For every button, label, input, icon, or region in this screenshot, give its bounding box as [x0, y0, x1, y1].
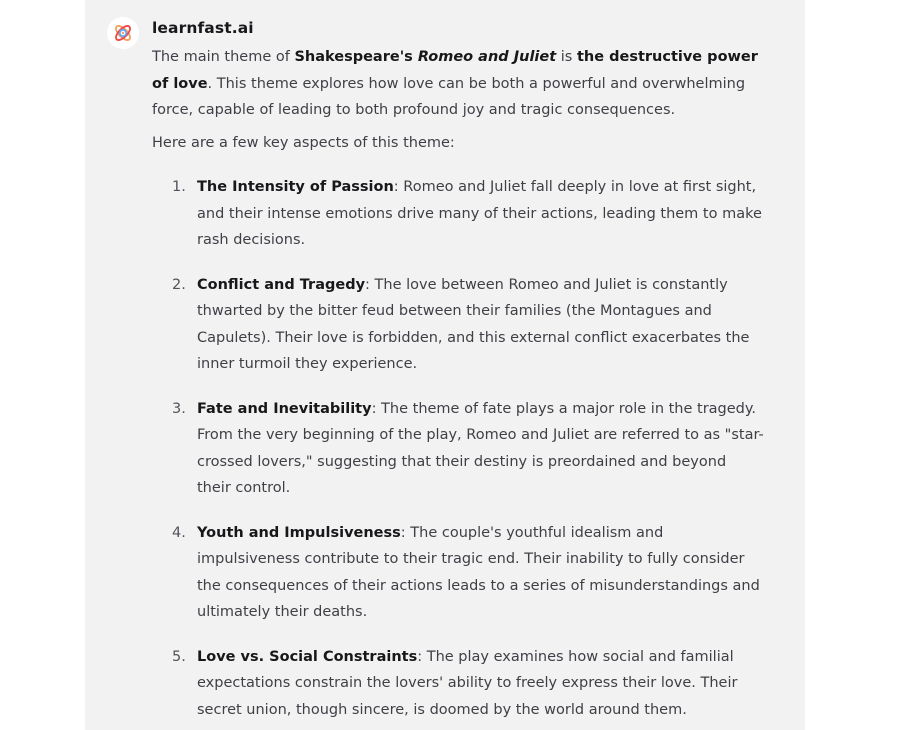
list-item: [152, 272, 764, 378]
list-item-text: : The love between Romeo and Juliet is constantly thwarted by the bitter feud between their families (the Montagues and Capulets). Their love is forbidden, and this external conflict exacerbates the inner turmoil they experience.: [197, 276, 750, 372]
intro-play-title: Romeo and Juliet: [417, 49, 557, 65]
list-item-text: : The couple's youthful idealism and impulsiveness contribute to their tragic end. Their inability to fully consider the consequences of their actions leads to a series of misunderstandings and ultimately their deaths.: [197, 524, 760, 620]
intro-paragraph: [152, 44, 764, 124]
intro-author: Shakespeare's: [294, 49, 418, 65]
list-item: [152, 520, 764, 626]
list-item-title: Youth and Impulsiveness: [197, 524, 401, 541]
list-item-title: The Intensity of Passion: [197, 179, 394, 195]
list-item-number: 5.: [172, 648, 186, 665]
list-item-number: 1.: [172, 179, 186, 195]
intro-text-1: The main theme of: [152, 49, 295, 65]
list-item-title: Love vs. Social Constraints: [197, 648, 418, 665]
list-item-number: 4.: [172, 524, 186, 541]
list-item-title: Fate and Inevitability: [197, 400, 372, 417]
list-item: [152, 644, 764, 724]
intro-main-theme: the destructive power of love: [152, 49, 758, 92]
list-item-text: : The theme of fate plays a major role in the tragedy. From the very beginning of the play, Romeo and Juliet are referred to as "star-crossed lovers," suggesting that their destiny is preordained and beyond their control.: [197, 400, 764, 496]
chat-message-panel: [85, 0, 805, 730]
list-item-text: : Romeo and Juliet fall deeply in love at first sight, and their intense emotions drive many of their actions, leading them to make rash decisions.: [197, 179, 762, 248]
theme-aspects-list: [152, 174, 764, 723]
list-item: [152, 174, 764, 254]
intro-text-2: is: [556, 49, 577, 65]
intro-text-3: . This theme explores how love can be both a powerful and overwhelming force, capable of leading to both profound joy and tragic consequences.: [152, 75, 746, 118]
sender-name: learnfast.ai: [152, 19, 254, 37]
list-item-number: 3.: [172, 400, 186, 417]
list-item: [152, 396, 764, 502]
list-item-text: : The play examines how social and familial expectations constrain the lovers' ability to freely express their love. Their secret union, though sincere, is doomed by the world around them.: [197, 648, 738, 718]
atom-logo-icon: [111, 21, 135, 45]
assistant-avatar: [107, 17, 139, 49]
list-item-number: 2.: [172, 276, 186, 293]
lead-in-paragraph: Here are a few key aspects of this theme:: [152, 134, 455, 151]
list-item-title: Conflict and Tragedy: [197, 276, 366, 293]
assistant-message: [152, 44, 764, 730]
